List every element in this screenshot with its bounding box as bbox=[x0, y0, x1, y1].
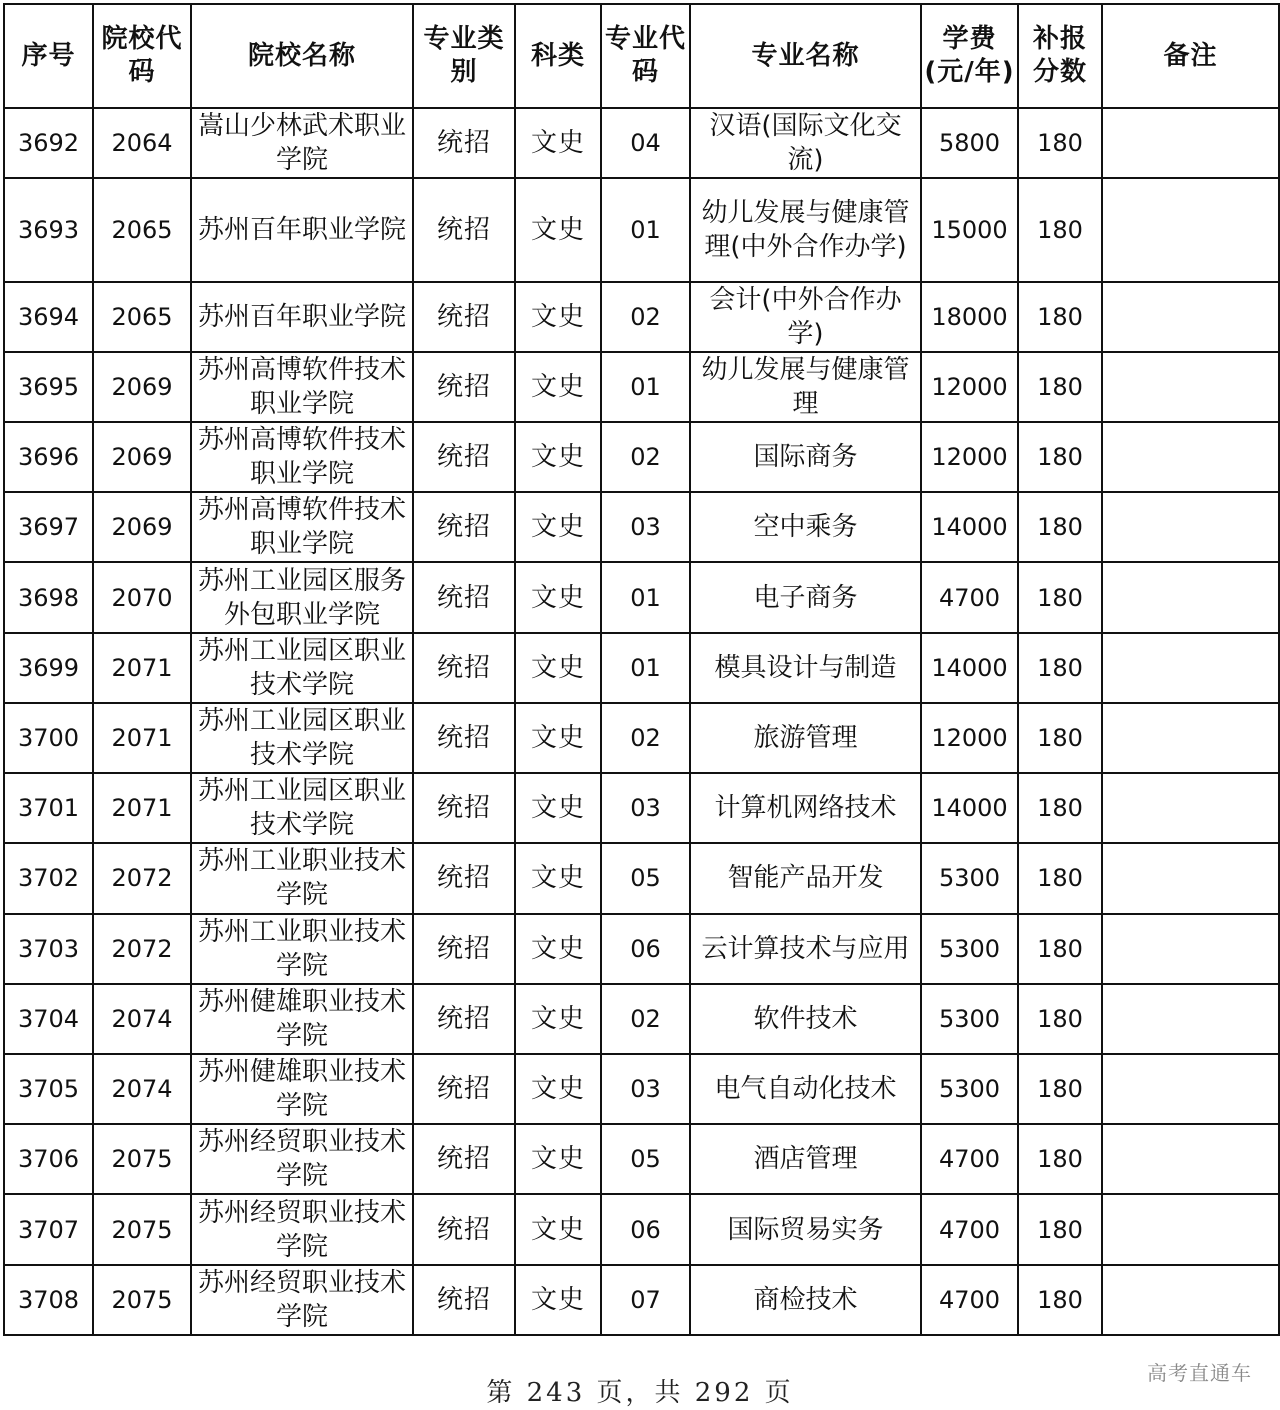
cell-score: 180 bbox=[1018, 1054, 1102, 1124]
cell-major-category: 统招 bbox=[413, 1265, 515, 1335]
cell-major-name: 智能产品开发 bbox=[690, 843, 921, 913]
cell-major-code: 02 bbox=[601, 282, 690, 352]
cell-major-name: 计算机网络技术 bbox=[690, 773, 921, 843]
cell-school-name: 苏州百年职业学院 bbox=[191, 282, 413, 352]
cell-major-code: 05 bbox=[601, 1124, 690, 1194]
cell-seq: 3695 bbox=[4, 352, 93, 422]
cell-remarks bbox=[1102, 108, 1279, 178]
cell-major-code: 03 bbox=[601, 1054, 690, 1124]
cell-tuition: 12000 bbox=[921, 422, 1018, 492]
cell-school-name: 苏州经贸职业技术学院 bbox=[191, 1194, 413, 1264]
cell-subject: 文史 bbox=[515, 1124, 601, 1194]
header-score: 补报分数 bbox=[1018, 4, 1102, 108]
cell-major-name: 空中乘务 bbox=[690, 492, 921, 562]
cell-seq: 3696 bbox=[4, 422, 93, 492]
cell-school-code: 2069 bbox=[93, 492, 191, 562]
header-major-category: 专业类别 bbox=[413, 4, 515, 108]
cell-seq: 3707 bbox=[4, 1194, 93, 1264]
watermark: 高考直通车 bbox=[1147, 1361, 1252, 1385]
cell-seq: 3708 bbox=[4, 1265, 93, 1335]
cell-subject: 文史 bbox=[515, 178, 601, 281]
cell-tuition: 4700 bbox=[921, 1124, 1018, 1194]
cell-major-category: 统招 bbox=[413, 178, 515, 281]
cell-seq: 3693 bbox=[4, 178, 93, 281]
cell-school-code: 2074 bbox=[93, 1054, 191, 1124]
cell-major-name: 汉语(国际文化交流) bbox=[690, 108, 921, 178]
cell-remarks bbox=[1102, 1124, 1279, 1194]
cell-major-code: 05 bbox=[601, 843, 690, 913]
cell-tuition: 18000 bbox=[921, 282, 1018, 352]
cell-major-category: 统招 bbox=[413, 352, 515, 422]
cell-subject: 文史 bbox=[515, 703, 601, 773]
cell-subject: 文史 bbox=[515, 1054, 601, 1124]
table-header-row bbox=[4, 4, 1279, 108]
cell-score: 180 bbox=[1018, 843, 1102, 913]
cell-school-name: 苏州工业园区职业技术学院 bbox=[191, 773, 413, 843]
cell-score: 180 bbox=[1018, 178, 1102, 281]
table-row bbox=[4, 914, 1279, 984]
cell-major-code: 06 bbox=[601, 1194, 690, 1264]
cell-school-name: 苏州工业职业技术学院 bbox=[191, 843, 413, 913]
cell-tuition: 5300 bbox=[921, 843, 1018, 913]
cell-seq: 3698 bbox=[4, 562, 93, 632]
cell-score: 180 bbox=[1018, 562, 1102, 632]
cell-score: 180 bbox=[1018, 282, 1102, 352]
table-row bbox=[4, 178, 1279, 281]
cell-score: 180 bbox=[1018, 984, 1102, 1054]
cell-major-code: 04 bbox=[601, 108, 690, 178]
cell-score: 180 bbox=[1018, 108, 1102, 178]
cell-tuition: 5300 bbox=[921, 984, 1018, 1054]
cell-remarks bbox=[1102, 492, 1279, 562]
table-row bbox=[4, 282, 1279, 352]
table-row bbox=[4, 703, 1279, 773]
cell-school-code: 2072 bbox=[93, 843, 191, 913]
cell-score: 180 bbox=[1018, 914, 1102, 984]
cell-remarks bbox=[1102, 843, 1279, 913]
cell-major-code: 01 bbox=[601, 178, 690, 281]
cell-score: 180 bbox=[1018, 773, 1102, 843]
table-row bbox=[4, 633, 1279, 703]
cell-major-category: 统招 bbox=[413, 562, 515, 632]
cell-major-name: 会计(中外合作办学) bbox=[690, 282, 921, 352]
cell-remarks bbox=[1102, 1265, 1279, 1335]
cell-major-category: 统招 bbox=[413, 843, 515, 913]
cell-school-name: 苏州工业园区服务外包职业学院 bbox=[191, 562, 413, 632]
cell-major-code: 03 bbox=[601, 492, 690, 562]
cell-major-code: 01 bbox=[601, 633, 690, 703]
cell-school-code: 2075 bbox=[93, 1194, 191, 1264]
header-remarks: 备注 bbox=[1102, 4, 1279, 108]
cell-tuition: 4700 bbox=[921, 1265, 1018, 1335]
cell-remarks bbox=[1102, 352, 1279, 422]
cell-subject: 文史 bbox=[515, 108, 601, 178]
table-body bbox=[4, 108, 1279, 1335]
cell-subject: 文史 bbox=[515, 843, 601, 913]
cell-major-category: 统招 bbox=[413, 633, 515, 703]
cell-score: 180 bbox=[1018, 422, 1102, 492]
cell-major-name: 软件技术 bbox=[690, 984, 921, 1054]
cell-major-code: 03 bbox=[601, 773, 690, 843]
cell-school-code: 2065 bbox=[93, 178, 191, 281]
table-row bbox=[4, 492, 1279, 562]
cell-seq: 3703 bbox=[4, 914, 93, 984]
cell-school-name: 苏州健雄职业技术学院 bbox=[191, 1054, 413, 1124]
cell-remarks bbox=[1102, 1054, 1279, 1124]
cell-score: 180 bbox=[1018, 1265, 1102, 1335]
cell-seq: 3694 bbox=[4, 282, 93, 352]
cell-major-category: 统招 bbox=[413, 773, 515, 843]
cell-subject: 文史 bbox=[515, 282, 601, 352]
cell-remarks bbox=[1102, 633, 1279, 703]
cell-school-code: 2065 bbox=[93, 282, 191, 352]
cell-major-code: 01 bbox=[601, 352, 690, 422]
cell-school-code: 2071 bbox=[93, 703, 191, 773]
cell-subject: 文史 bbox=[515, 492, 601, 562]
page-number: 第 243 页，共 292 页 bbox=[486, 1378, 794, 1408]
cell-major-name: 云计算技术与应用 bbox=[690, 914, 921, 984]
cell-school-code: 2072 bbox=[93, 914, 191, 984]
cell-score: 180 bbox=[1018, 1194, 1102, 1264]
cell-score: 180 bbox=[1018, 633, 1102, 703]
admissions-table bbox=[3, 3, 1280, 1336]
cell-tuition: 4700 bbox=[921, 1194, 1018, 1264]
cell-school-code: 2075 bbox=[93, 1124, 191, 1194]
table-row bbox=[4, 1124, 1279, 1194]
cell-remarks bbox=[1102, 1194, 1279, 1264]
cell-remarks bbox=[1102, 984, 1279, 1054]
header-school-code: 院校代码 bbox=[93, 4, 191, 108]
cell-seq: 3700 bbox=[4, 703, 93, 773]
cell-subject: 文史 bbox=[515, 1265, 601, 1335]
cell-school-name: 苏州工业园区职业技术学院 bbox=[191, 703, 413, 773]
cell-major-category: 统招 bbox=[413, 492, 515, 562]
table-row bbox=[4, 422, 1279, 492]
cell-major-code: 07 bbox=[601, 1265, 690, 1335]
cell-school-name: 苏州工业职业技术学院 bbox=[191, 914, 413, 984]
cell-major-category: 统招 bbox=[413, 1054, 515, 1124]
cell-major-category: 统招 bbox=[413, 1194, 515, 1264]
cell-tuition: 5800 bbox=[921, 108, 1018, 178]
cell-seq: 3706 bbox=[4, 1124, 93, 1194]
cell-tuition: 15000 bbox=[921, 178, 1018, 281]
cell-tuition: 5300 bbox=[921, 1054, 1018, 1124]
cell-score: 180 bbox=[1018, 703, 1102, 773]
table-row bbox=[4, 984, 1279, 1054]
cell-tuition: 14000 bbox=[921, 633, 1018, 703]
cell-seq: 3692 bbox=[4, 108, 93, 178]
cell-school-code: 2074 bbox=[93, 984, 191, 1054]
cell-seq: 3699 bbox=[4, 633, 93, 703]
cell-school-code: 2064 bbox=[93, 108, 191, 178]
cell-school-code: 2075 bbox=[93, 1265, 191, 1335]
cell-seq: 3705 bbox=[4, 1054, 93, 1124]
cell-major-category: 统招 bbox=[413, 984, 515, 1054]
cell-major-name: 模具设计与制造 bbox=[690, 633, 921, 703]
cell-remarks bbox=[1102, 562, 1279, 632]
cell-school-code: 2069 bbox=[93, 352, 191, 422]
table-row bbox=[4, 843, 1279, 913]
cell-major-name: 幼儿发展与健康管理 bbox=[690, 352, 921, 422]
cell-major-name: 幼儿发展与健康管理(中外合作办学) bbox=[690, 178, 921, 281]
cell-major-category: 统招 bbox=[413, 282, 515, 352]
cell-school-name: 苏州健雄职业技术学院 bbox=[191, 984, 413, 1054]
cell-remarks bbox=[1102, 178, 1279, 281]
table-row bbox=[4, 108, 1279, 178]
cell-seq: 3704 bbox=[4, 984, 93, 1054]
cell-seq: 3702 bbox=[4, 843, 93, 913]
cell-remarks bbox=[1102, 282, 1279, 352]
cell-major-category: 统招 bbox=[413, 108, 515, 178]
cell-tuition: 12000 bbox=[921, 352, 1018, 422]
table-row bbox=[4, 562, 1279, 632]
cell-school-code: 2069 bbox=[93, 422, 191, 492]
cell-subject: 文史 bbox=[515, 633, 601, 703]
cell-school-name: 苏州高博软件技术职业学院 bbox=[191, 422, 413, 492]
cell-remarks bbox=[1102, 914, 1279, 984]
cell-major-name: 国际贸易实务 bbox=[690, 1194, 921, 1264]
cell-tuition: 14000 bbox=[921, 492, 1018, 562]
cell-remarks bbox=[1102, 422, 1279, 492]
cell-tuition: 5300 bbox=[921, 914, 1018, 984]
cell-major-category: 统招 bbox=[413, 422, 515, 492]
cell-tuition: 12000 bbox=[921, 703, 1018, 773]
cell-major-code: 02 bbox=[601, 703, 690, 773]
header-school-name: 院校名称 bbox=[191, 4, 413, 108]
cell-major-code: 02 bbox=[601, 984, 690, 1054]
cell-seq: 3701 bbox=[4, 773, 93, 843]
cell-remarks bbox=[1102, 703, 1279, 773]
cell-tuition: 4700 bbox=[921, 562, 1018, 632]
cell-school-name: 苏州高博软件技术职业学院 bbox=[191, 352, 413, 422]
cell-subject: 文史 bbox=[515, 1194, 601, 1264]
cell-subject: 文史 bbox=[515, 984, 601, 1054]
table-row bbox=[4, 1194, 1279, 1264]
cell-school-name: 苏州百年职业学院 bbox=[191, 178, 413, 281]
header-seq: 序号 bbox=[4, 4, 93, 108]
cell-school-name: 嵩山少林武术职业学院 bbox=[191, 108, 413, 178]
cell-major-code: 02 bbox=[601, 422, 690, 492]
cell-tuition: 14000 bbox=[921, 773, 1018, 843]
cell-major-name: 电气自动化技术 bbox=[690, 1054, 921, 1124]
cell-school-code: 2071 bbox=[93, 773, 191, 843]
cell-school-name: 苏州经贸职业技术学院 bbox=[191, 1124, 413, 1194]
cell-score: 180 bbox=[1018, 492, 1102, 562]
cell-seq: 3697 bbox=[4, 492, 93, 562]
cell-school-name: 苏州经贸职业技术学院 bbox=[191, 1265, 413, 1335]
cell-subject: 文史 bbox=[515, 773, 601, 843]
header-subject: 科类 bbox=[515, 4, 601, 108]
cell-major-name: 国际商务 bbox=[690, 422, 921, 492]
header-major-code: 专业代码 bbox=[601, 4, 690, 108]
cell-major-name: 商检技术 bbox=[690, 1265, 921, 1335]
cell-subject: 文史 bbox=[515, 914, 601, 984]
cell-school-code: 2070 bbox=[93, 562, 191, 632]
table-row bbox=[4, 352, 1279, 422]
cell-subject: 文史 bbox=[515, 562, 601, 632]
cell-score: 180 bbox=[1018, 1124, 1102, 1194]
cell-major-category: 统招 bbox=[413, 914, 515, 984]
header-tuition: 学费(元/年) bbox=[921, 4, 1018, 108]
cell-remarks bbox=[1102, 773, 1279, 843]
cell-major-name: 酒店管理 bbox=[690, 1124, 921, 1194]
header-major-name: 专业名称 bbox=[690, 4, 921, 108]
cell-major-code: 01 bbox=[601, 562, 690, 632]
cell-major-code: 06 bbox=[601, 914, 690, 984]
table-row bbox=[4, 1054, 1279, 1124]
cell-subject: 文史 bbox=[515, 422, 601, 492]
table-row bbox=[4, 1265, 1279, 1335]
cell-major-category: 统招 bbox=[413, 703, 515, 773]
cell-school-code: 2071 bbox=[93, 633, 191, 703]
cell-school-name: 苏州高博软件技术职业学院 bbox=[191, 492, 413, 562]
cell-major-category: 统招 bbox=[413, 1124, 515, 1194]
cell-score: 180 bbox=[1018, 352, 1102, 422]
table-row bbox=[4, 773, 1279, 843]
cell-major-name: 电子商务 bbox=[690, 562, 921, 632]
cell-major-name: 旅游管理 bbox=[690, 703, 921, 773]
cell-subject: 文史 bbox=[515, 352, 601, 422]
cell-school-name: 苏州工业园区职业技术学院 bbox=[191, 633, 413, 703]
